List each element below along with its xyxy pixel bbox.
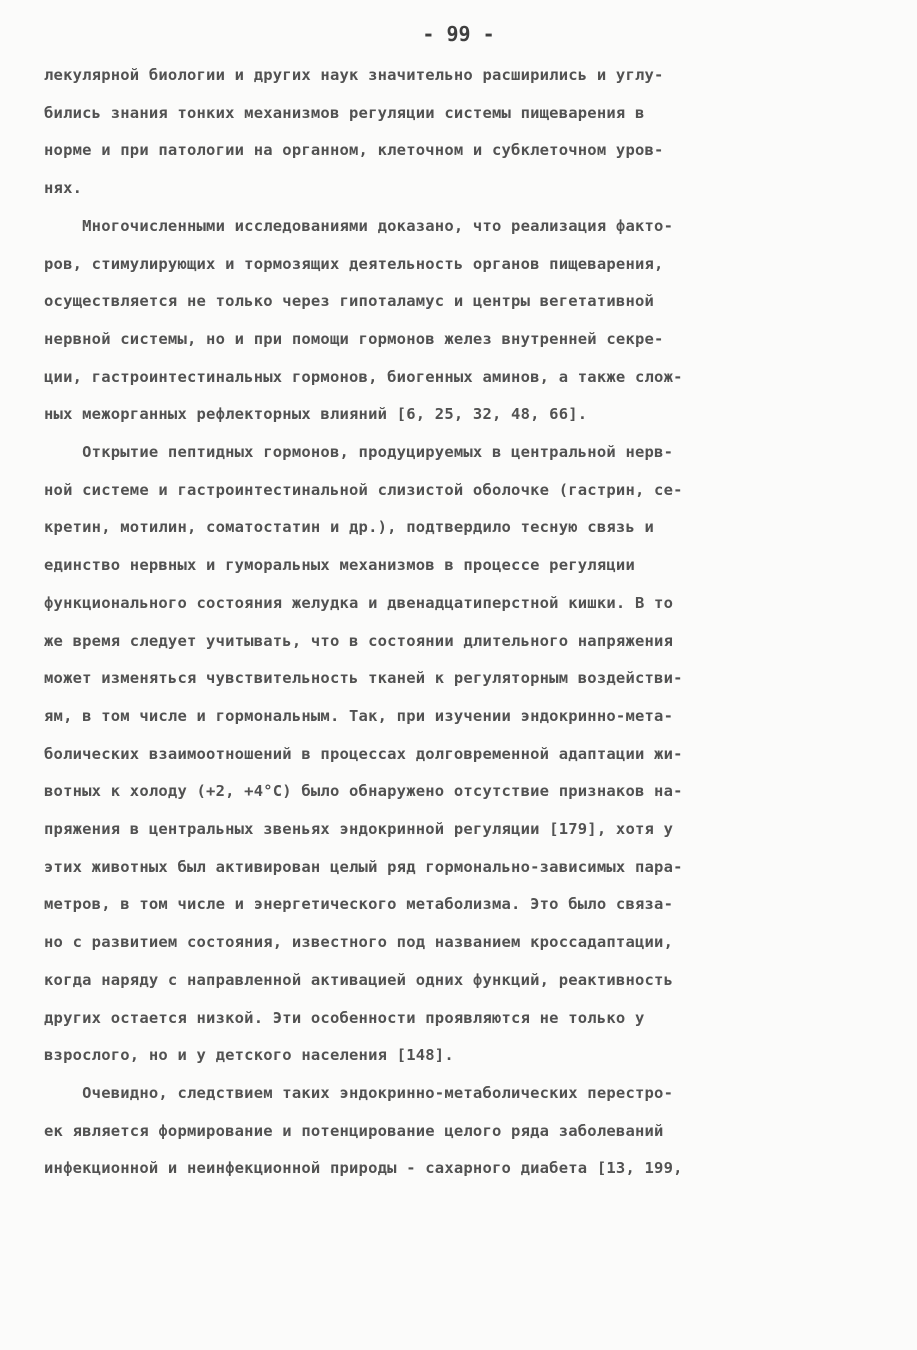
text-line: единство нервных и гуморальных механизмов в процессе регуляции [44,556,635,575]
text-line: ров, стимулирующих и тормозящих деятельность органов пищеварения, [44,254,664,273]
text-line: ям, в том числе и гормональным. Так, при изучении эндокринно-мета- [44,706,674,725]
text-line: норме и при патологии на органном, клеточном и субклеточном уров- [44,141,664,160]
text-line: взрослого, но и у детского населения [148]. [44,1046,454,1065]
text-line: вотных к холоду (+2, +4°С) было обнаружено отсутствие признаков на- [44,782,683,801]
text-line: других остается низкой. Эти особенности проявляются не только у [44,1008,645,1027]
text-line: инфекционной и неинфекционной природы - сахарного диабета [13, 199, [44,1159,683,1178]
text-line: ных межорганных рефлекторных влияний [6, 25, 32, 48, 66]. [44,405,588,424]
text-line: же время следует учитывать, что в состоянии длительного напряжения [44,631,674,650]
text-line: нервной системы, но и при помощи гормонов желез внутренней секре- [44,329,664,348]
text-line: бились знания тонких механизмов регуляции системы пищеварения в [44,103,645,122]
text-line: Многочисленными исследованиями доказано, что реализация факто- [44,216,674,235]
text-line: метров, в том числе и энергетического метаболизма. Это было связа- [44,895,674,914]
page-number: - 99 - [422,22,495,46]
text-line: может изменяться чувствительность тканей к регуляторным воздействи- [44,669,683,688]
text-line: этих животных был активирован целый ряд гормонально-зависимых пара- [44,857,683,876]
text-line: кретин, мотилин, соматостатин и др.), подтвердило тесную связь и [44,518,655,537]
text-line: Открытие пептидных гормонов, продуцируемых в центральной нерв- [44,443,674,461]
text-line: болических взаимоотношений в процессах долговременной адаптации жи- [44,744,683,763]
text-line: осуществляется не только через гипоталамус и центры вегетативной [44,292,655,311]
text-line: пряжения в центральных звеньях эндокринной регуляции [179], хотя у [44,820,674,838]
text-line: лекулярной биологии и других наук значительно расширились и углу- [44,66,664,84]
text-line: нях. [44,179,83,198]
text-line: но с развитием состояния, известного под названием кроссадаптации, [44,933,674,952]
text-line: ции, гастроинтестинальных гормонов, биогенных аминов, а также слож- [44,367,683,386]
text-line: ек является формирование и потенцирование целого ряда заболеваний [44,1121,664,1140]
text-line: когда наряду с направленной активацией одних функций, реактивность [44,970,674,989]
text-line: Очевидно, следствием таких эндокринно-метаболических перестро- [44,1083,674,1102]
text-line: ной системе и гастроинтестинальной слизистой оболочке (гастрин, се- [44,480,683,499]
text-line: функционального состояния желудка и двенадцатиперстной кишки. В то [44,593,674,612]
